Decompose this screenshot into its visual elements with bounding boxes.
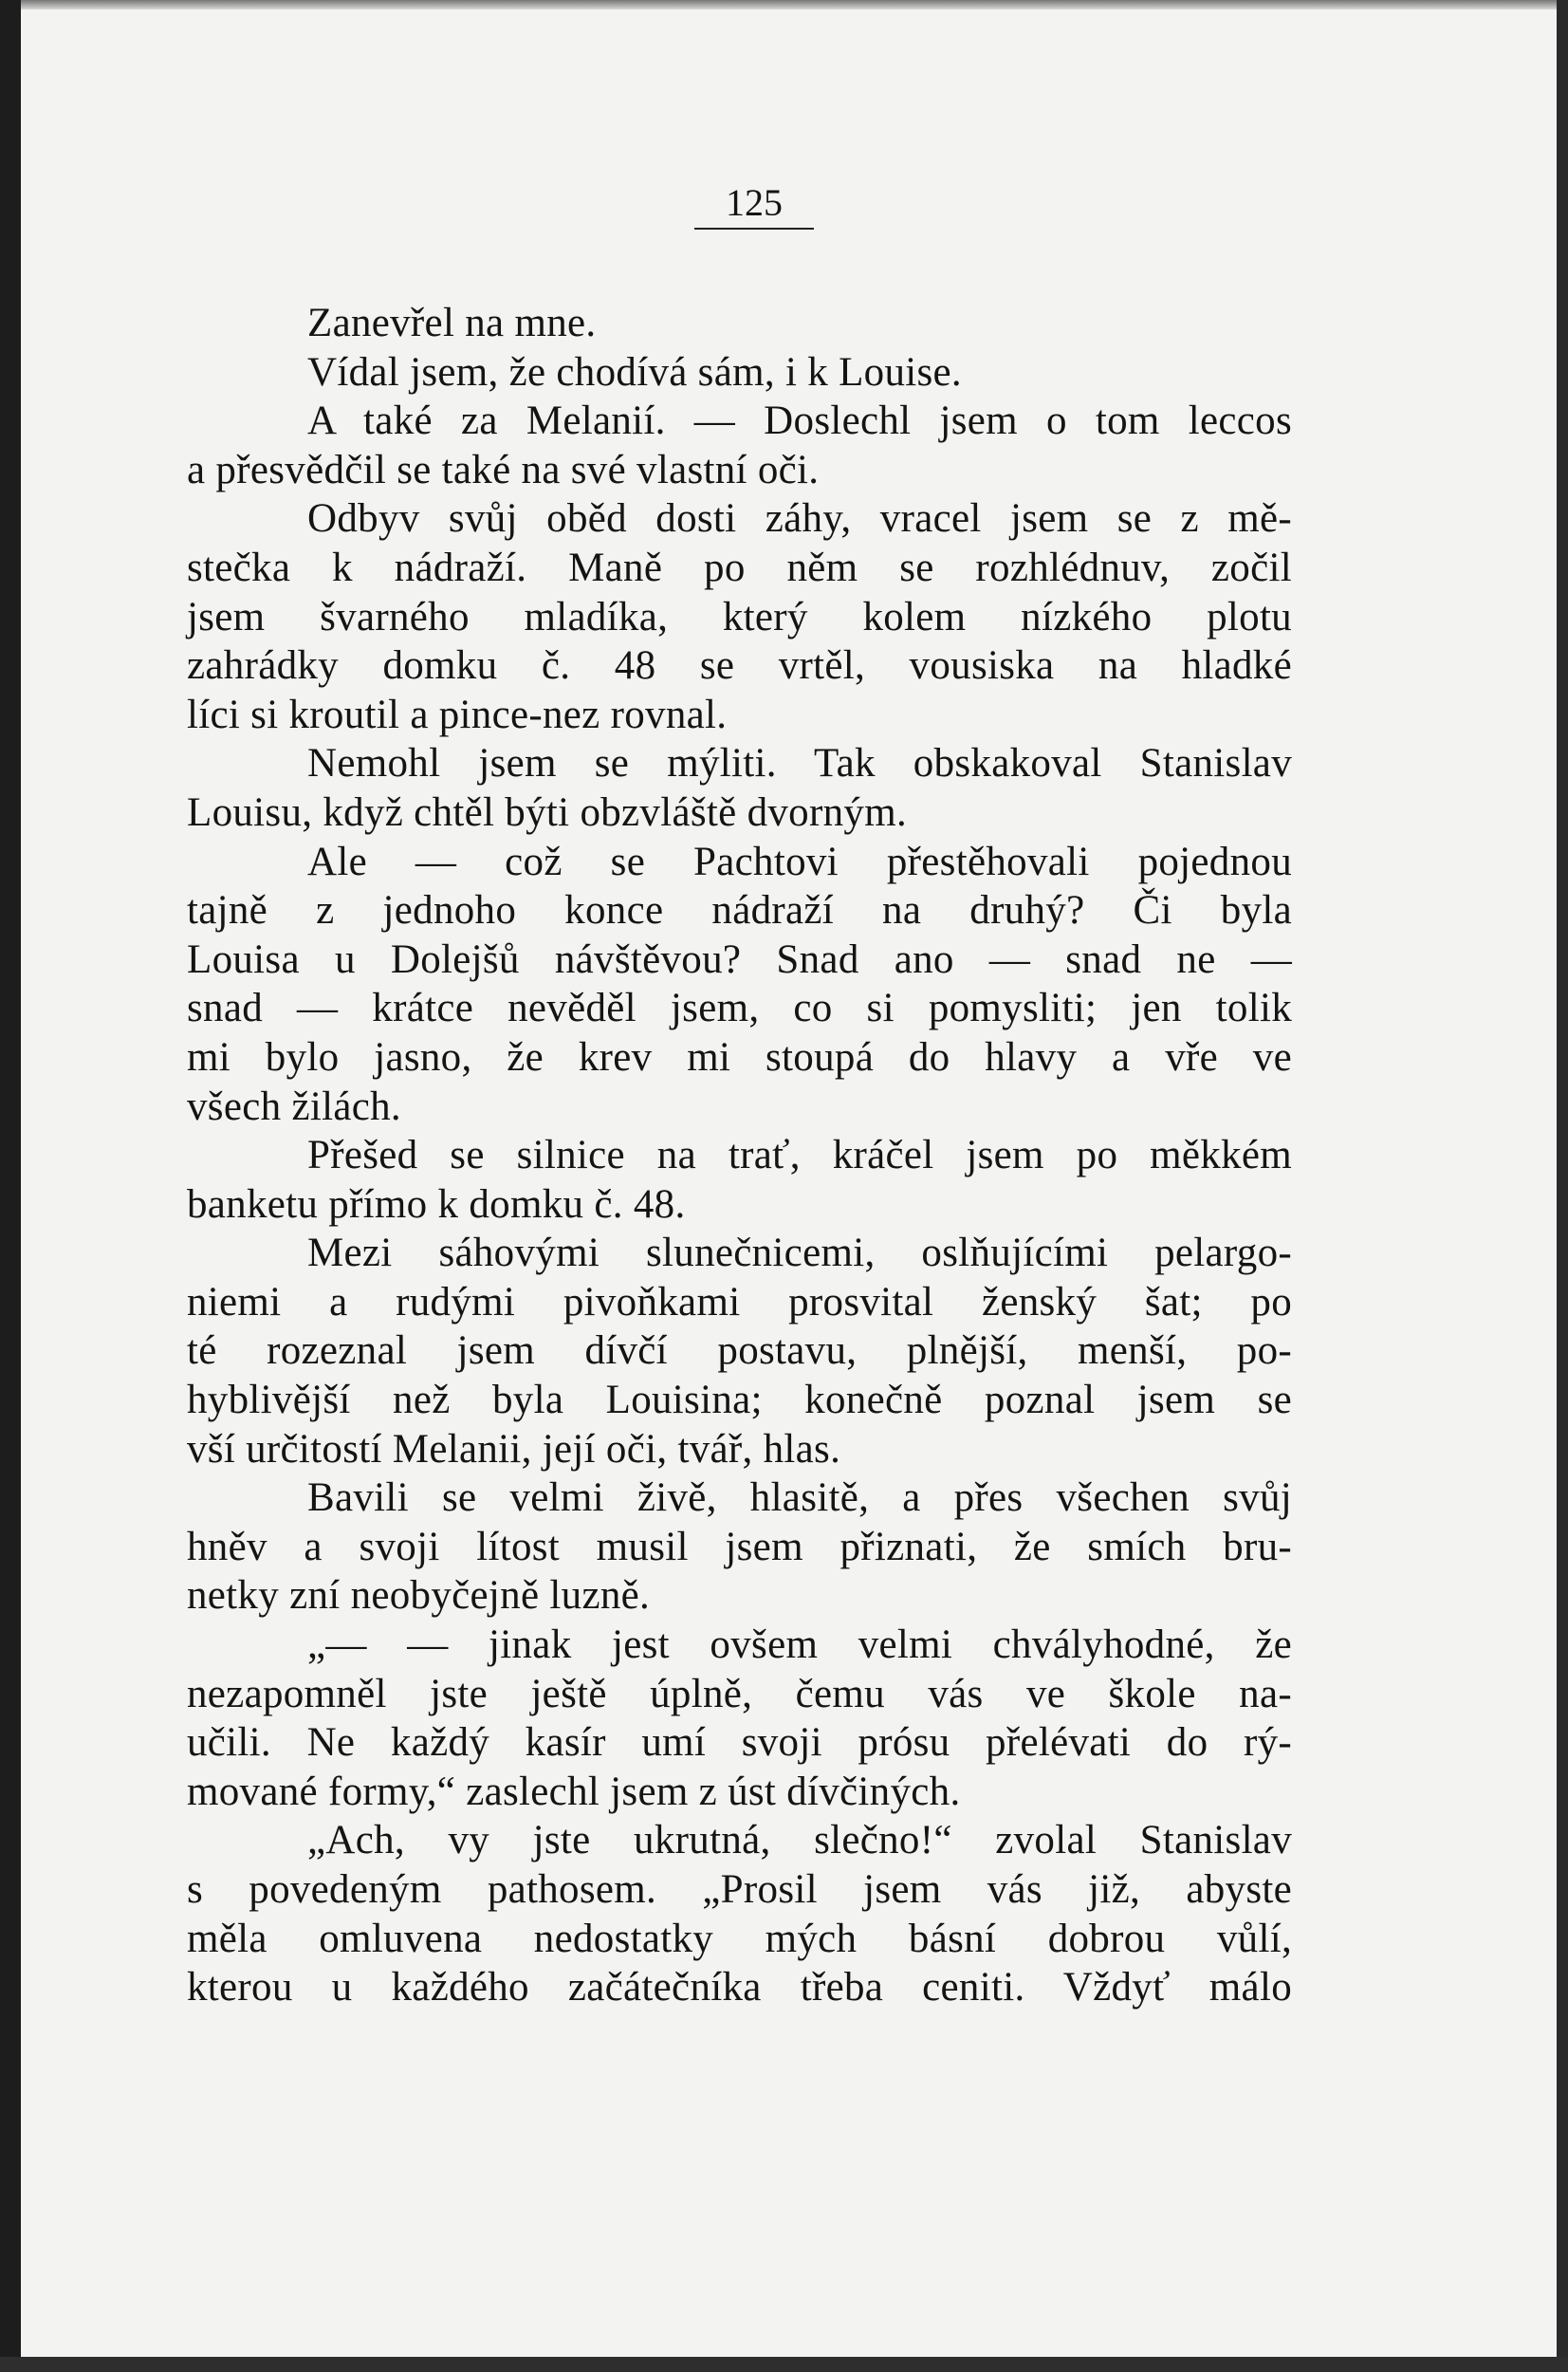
text-line: Bavili se velmi živě, hlasitě, a přes všechen svůj	[307, 1475, 1292, 1521]
text-line: Louisa u Dolejšů návštěvou? Snad ano — snad ne —	[187, 936, 1292, 982]
text-line: niemi a rudými pivoňkami prosvital ženský šat; po	[187, 1279, 1292, 1325]
text-line: líci si kroutil a pince-nez rovnal.	[187, 692, 728, 737]
text-line: zahrádky domku č. 48 se vrtěl, vousiska na hladké	[187, 643, 1292, 689]
text-line: snad — krátce nevěděl jsem, co si pomysliti; jen tolik	[187, 986, 1292, 1031]
book-page	[21, 9, 1557, 2357]
text-line: hněv a svoji lítost musil jsem přiznati, že smích bru-	[187, 1524, 1292, 1569]
text-line: mi bylo jasno, že krev mi stoupá do hlavy a vře ve	[187, 1034, 1292, 1080]
text-line: stečka k nádraží. Maně po něm se rozhlédnuv, zočil	[187, 545, 1292, 590]
text-line: měla omluvena nedostatky mých básní dobrou vůlí,	[187, 1916, 1292, 1961]
text-line: „— — jinak jest ovšem velmi chvályhodné, že	[307, 1622, 1292, 1668]
scan-edge-bottom	[0, 2357, 1568, 2372]
text-line: kterou u každého začátečníka třeba ceniti. Vždyť málo	[187, 1965, 1292, 2011]
text-line: jsem švarného mladíka, který kolem nízkého plotu	[187, 594, 1292, 639]
body-text	[187, 299, 1292, 2012]
text-line: Odbyv svůj oběd dosti záhy, vracel jsem se z mě-	[307, 496, 1292, 542]
scan-edge-left	[0, 0, 21, 2372]
scan-edge-right	[1557, 0, 1568, 2372]
text-line: učili. Ne každý kasír umí svoji prósu přelévati do rý-	[187, 1720, 1292, 1766]
text-line: hyblivější než byla Louisina; konečně poznal jsem se	[187, 1378, 1292, 1423]
text-line: vší určitostí Melanii, její oči, tvář, hlas.	[187, 1426, 841, 1472]
text-line: Vídal jsem, že chodívá sám, i k Louise.	[307, 349, 962, 395]
text-line: banketu přímo k domku č. 48.	[187, 1181, 686, 1227]
page-number: 125	[694, 180, 814, 230]
text-line: Přešed se silnice na trať, kráčel jsem po měkkém	[307, 1133, 1292, 1178]
text-line: s povedeným pathosem. „Prosil jsem vás již, abyste	[187, 1867, 1292, 1912]
text-line: A také za Melanií. — Doslechl jsem o tom leccos	[307, 398, 1292, 444]
text-line: Zanevřel na mne.	[307, 301, 597, 345]
text-line: a přesvědčil se také na své vlastní oči.	[187, 447, 820, 492]
text-line: mované formy,“ zaslechl jsem z úst dívčiných.	[187, 1769, 961, 1814]
scan-edge-top	[0, 0, 1568, 9]
text-line: té rozeznal jsem dívčí postavu, plnější, menší, po-	[187, 1328, 1292, 1374]
text-line: Nemohl jsem se mýliti. Tak obskakoval Stanislav	[307, 741, 1292, 787]
text-line: nezapomněl jste ještě úplně, čemu vás ve škole na-	[187, 1671, 1292, 1716]
text-line: Ale — což se Pachtovi přestěhovali pojednou	[307, 839, 1292, 884]
text-line: Louisu, když chtěl býti obzvláště dvorným.	[187, 789, 907, 835]
text-line: Mezi sáhovými slunečnicemi, oslňujícími pelargo-	[307, 1231, 1292, 1276]
text-line: „Ach, vy jste ukrutná, slečno!“ zvolal Stanislav	[307, 1818, 1292, 1863]
text-line: netky zní neobyčejně luzně.	[187, 1573, 651, 1619]
text-line: tajně z jednoho konce nádraží na druhý? Či byla	[187, 888, 1292, 934]
text-line: všech žilách.	[187, 1084, 401, 1129]
